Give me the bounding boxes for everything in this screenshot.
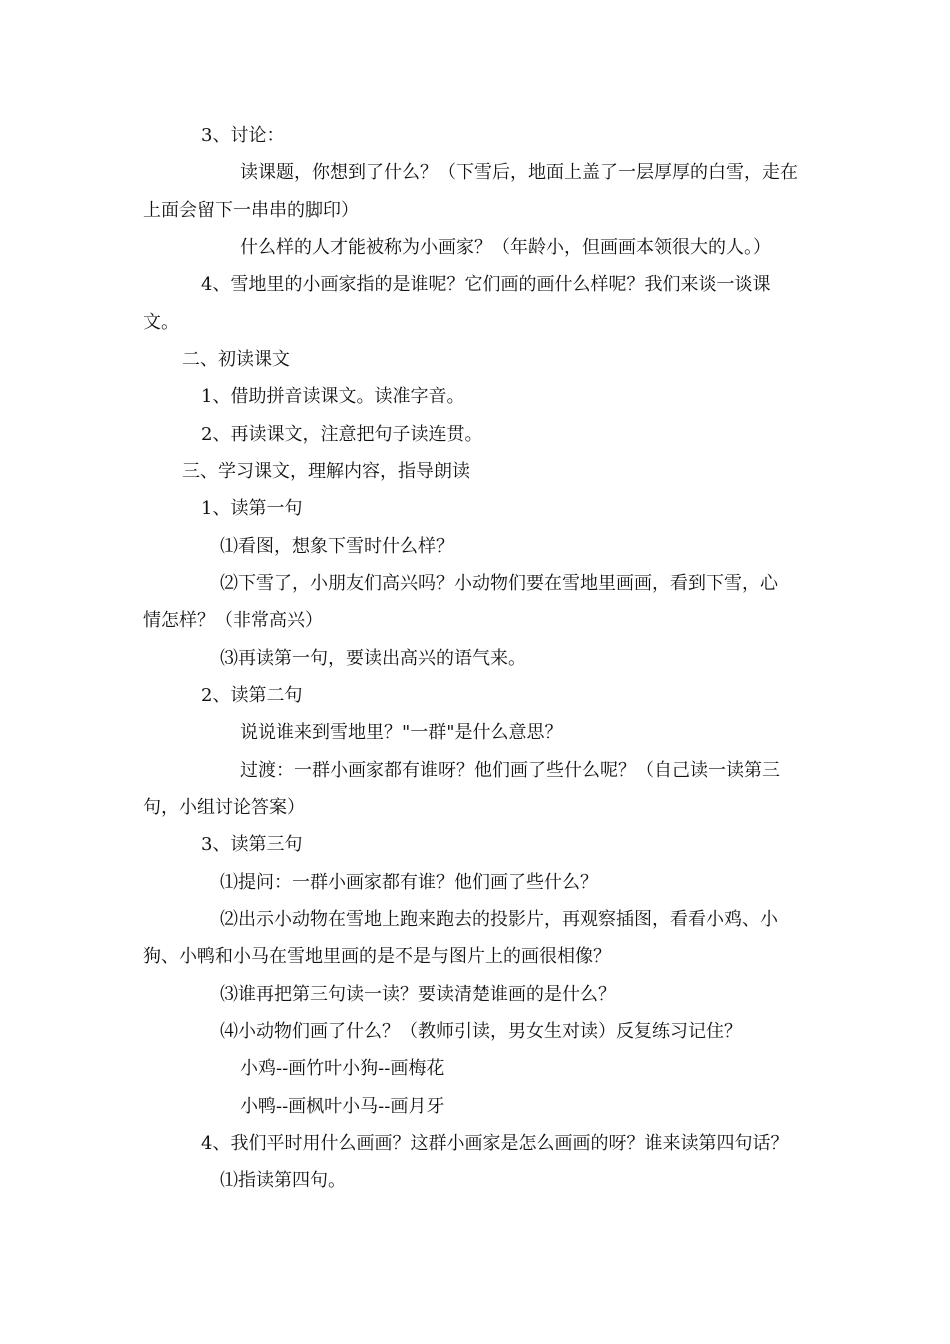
text-line: 上面会留下一串串的脚印） <box>143 200 359 221</box>
text-line: 1、读第一句 <box>201 498 303 519</box>
text-line: 4、我们平时用什么画画？这群小画家是怎么画画的呀？谁来读第四句话？ <box>201 1133 789 1154</box>
text-line: 说说谁来到雪地里？"一群"是什么意思？ <box>240 722 563 743</box>
text-line: 什么样的人才能被称为小画家？（年龄小，但画画本领很大的人。） <box>240 237 771 258</box>
text-line: 句，小组讨论答案） <box>143 797 305 818</box>
text-line: ⑷小动物们画了什么？（教师引读，男女生对读）反复练习记住？ <box>220 1021 742 1042</box>
text-line: ⑴提问：一群小画家都有谁？他们画了些什么？ <box>220 872 598 893</box>
text-line: 文。 <box>143 312 179 333</box>
text-line: 3、讨论： <box>201 125 285 146</box>
text-line: ⑶谁再把第三句读一读？要读清楚谁画的是什么？ <box>220 984 616 1005</box>
text-line: ⑴指读第四句。 <box>220 1170 346 1191</box>
section-heading: 三、学习课文，理解内容，指导朗读 <box>182 461 470 482</box>
text-line: ⑴看图，想象下雪时什么样？ <box>220 536 454 557</box>
text-line: ⑶再读第一句，要读出高兴的语气来。 <box>220 648 526 669</box>
text-line: 小鸭--画枫叶小马--画月牙 <box>240 1096 445 1117</box>
text-line: 过渡：一群小画家都有谁呀？他们画了些什么呢？（自己读一读第三 <box>240 760 780 781</box>
text-line: 2、读第二句 <box>201 685 303 706</box>
text-line: ⑵下雪了，小朋友们高兴吗？小动物们要在雪地里画画，看到下雪，心 <box>220 573 778 594</box>
text-line: 2、再读课文，注意把句子读连贯。 <box>201 424 483 445</box>
text-line: 4、雪地里的小画家指的是谁呢？它们画的画什么样呢？我们来谈一谈课 <box>201 274 771 295</box>
text-line: 读课题，你想到了什么？（下雪后，地面上盖了一层厚厚的白雪，走在 <box>240 162 798 183</box>
text-line: 情怎样？（非常高兴） <box>143 610 323 631</box>
text-line: 1、借助拼音读课文。读准字音。 <box>201 386 465 407</box>
text-line: 3、读第三句 <box>201 834 303 855</box>
section-heading: 二、初读课文 <box>182 349 290 370</box>
text-line: 狗、小鸭和小马在雪地里画的是不是与图片上的画很相像？ <box>143 946 611 967</box>
text-line: 小鸡--画竹叶小狗--画梅花 <box>240 1058 445 1079</box>
text-line: ⑵出示小动物在雪地上跑来跑去的投影片，再观察插图，看看小鸡、小 <box>220 909 778 930</box>
